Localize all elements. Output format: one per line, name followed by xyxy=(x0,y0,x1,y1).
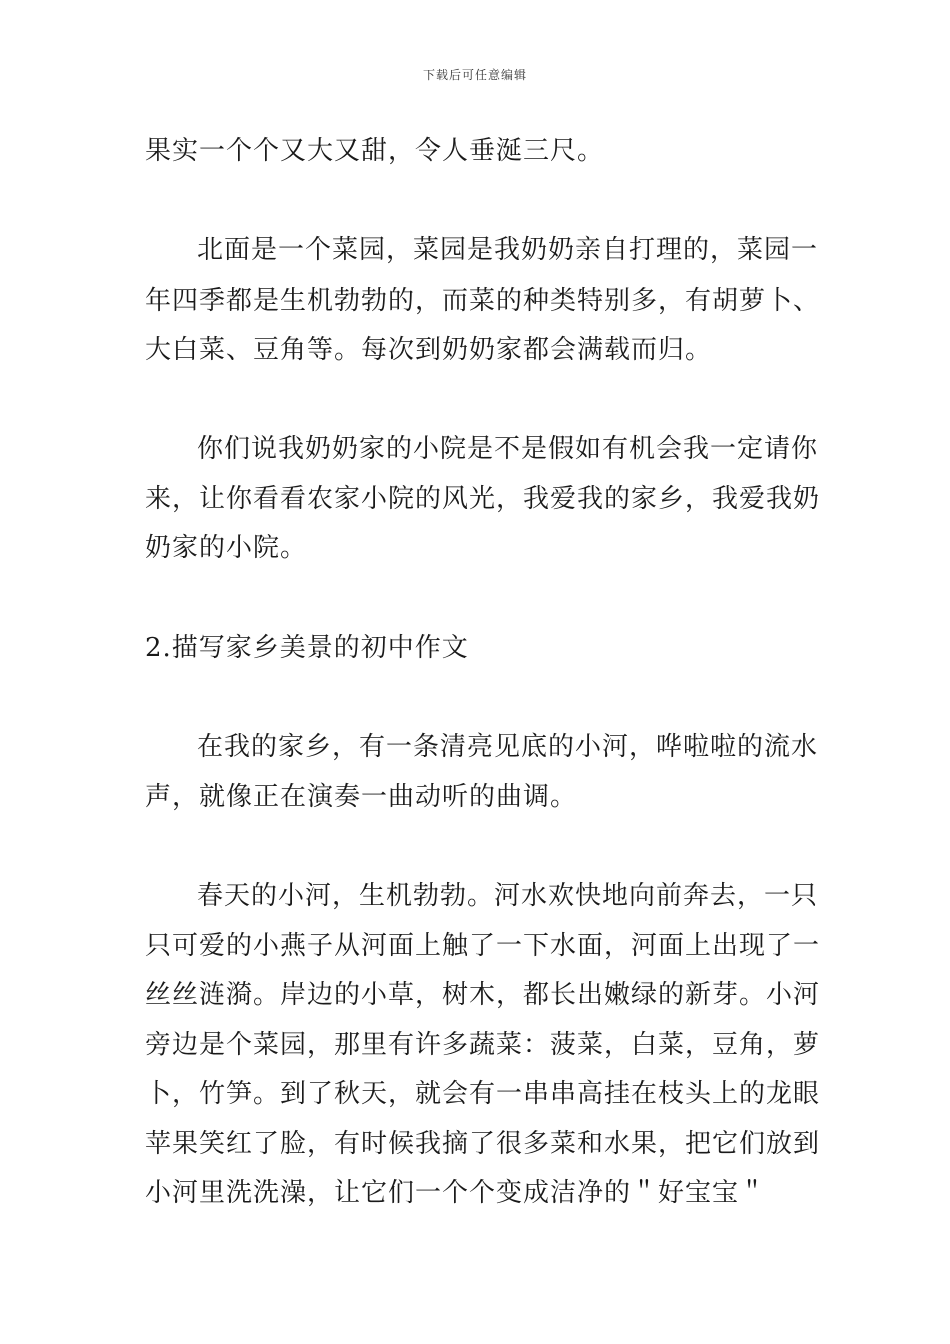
paragraph-line: 苹果笑红了脸，有时候我摘了很多菜和水果，把它们放到 xyxy=(145,1129,821,1159)
paragraph-line: 你们说我奶奶家的小院是不是假如有机会我一定请你 xyxy=(197,434,819,464)
section-heading: 2.描写家乡美景的初中作文 xyxy=(145,633,469,663)
paragraph-line: 奶家的小院。 xyxy=(145,533,308,563)
paragraph-line: 丝丝涟漪。岸边的小草，树木，都长出嫩绿的新芽。小河 xyxy=(145,980,821,1010)
paragraph-line: 在我的家乡，有一条清亮见底的小河，哗啦啦的流水 xyxy=(197,732,819,762)
paragraph-line: 只可爱的小燕子从河面上触了一下水面，河面上出现了一 xyxy=(145,931,821,961)
paragraph-line: 旁边是个菜园，那里有许多蔬菜：菠菜，白菜，豆角，萝 xyxy=(145,1030,821,1060)
page-header: 下载后可任意编辑 xyxy=(422,68,527,82)
paragraph-line: 小河里洗洗澡，让它们一个个变成洁净的＂好宝宝＂ xyxy=(145,1178,767,1208)
paragraph-line: 来，让你看看农家小院的风光，我爱我的家乡，我爱我奶 xyxy=(145,484,821,514)
paragraph-line: 果实一个个又大又甜，令人垂涎三尺。 xyxy=(145,136,605,166)
paragraph-line: 声，就像正在演奏一曲动听的曲调。 xyxy=(145,782,578,812)
paragraph-line: 年四季都是生机勃勃的，而菜的种类特别多，有胡萝卜、 xyxy=(145,286,821,316)
paragraph-line: 春天的小河，生机勃勃。河水欢快地向前奔去，一只 xyxy=(197,881,819,911)
paragraph-line: 北面是一个菜园，菜园是我奶奶亲自打理的，菜园一 xyxy=(197,235,819,265)
paragraph-line: 卜，竹笋。到了秋天，就会有一串串高挂在枝头上的龙眼 xyxy=(145,1079,821,1109)
paragraph-line: 大白菜、豆角等。每次到奶奶家都会满载而归。 xyxy=(145,335,713,365)
